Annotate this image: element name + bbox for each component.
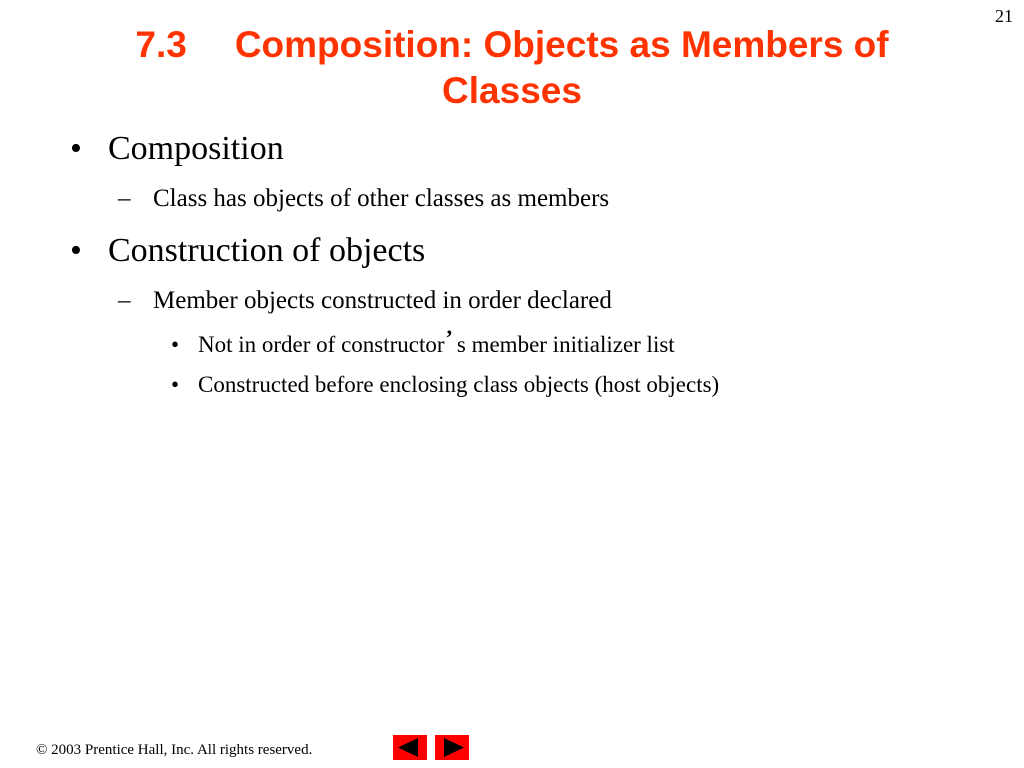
sub-sub-bullet-not-in-order	[171, 325, 675, 358]
bullet-composition	[70, 130, 284, 168]
dash-marker: –	[118, 287, 131, 314]
sub-sub-bullet-text: Constructed before enclosing class objects (host objects)	[198, 372, 720, 397]
sub-sub-bullet-text-after: s member initializer list	[456, 332, 675, 357]
bullet-text: Composition	[108, 130, 284, 167]
arrow-left-icon	[393, 735, 427, 760]
previous-slide-button[interactable]	[393, 735, 427, 760]
section-number: 7.3	[135, 24, 187, 65]
arrow-right-icon	[435, 735, 469, 760]
bullet-text: Construction of objects	[108, 232, 426, 269]
next-slide-button[interactable]	[435, 735, 469, 760]
bullet-marker: •	[70, 130, 82, 167]
bullet-marker: •	[171, 332, 180, 357]
title-text-line-1: Composition: Objects as Members of	[234, 24, 889, 65]
bullet-construction-of-objects	[70, 232, 425, 270]
page-number: 21	[995, 6, 1013, 26]
sub-bullet-text: Class has objects of other classes as members	[153, 185, 610, 212]
bullet-marker: •	[171, 372, 180, 397]
sub-sub-bullet-constructed-before	[171, 372, 719, 398]
sub-bullet-member-objects	[118, 287, 612, 315]
title-text-line-2: Classes	[442, 70, 582, 111]
copyright-footer	[36, 742, 312, 759]
apostrophe-mark: ’	[445, 325, 453, 350]
copyright-text: 2003 Prentice Hall, Inc. All rights reserved.	[51, 742, 313, 758]
copyright-symbol: ©	[36, 742, 48, 758]
sub-sub-bullet-text-before: Not in order of constructor	[198, 332, 445, 357]
sub-bullet-class-has-objects	[118, 185, 609, 213]
sub-bullet-text: Member objects constructed in order declared	[153, 287, 612, 314]
bullet-marker: •	[70, 232, 82, 269]
dash-marker: –	[118, 185, 131, 212]
